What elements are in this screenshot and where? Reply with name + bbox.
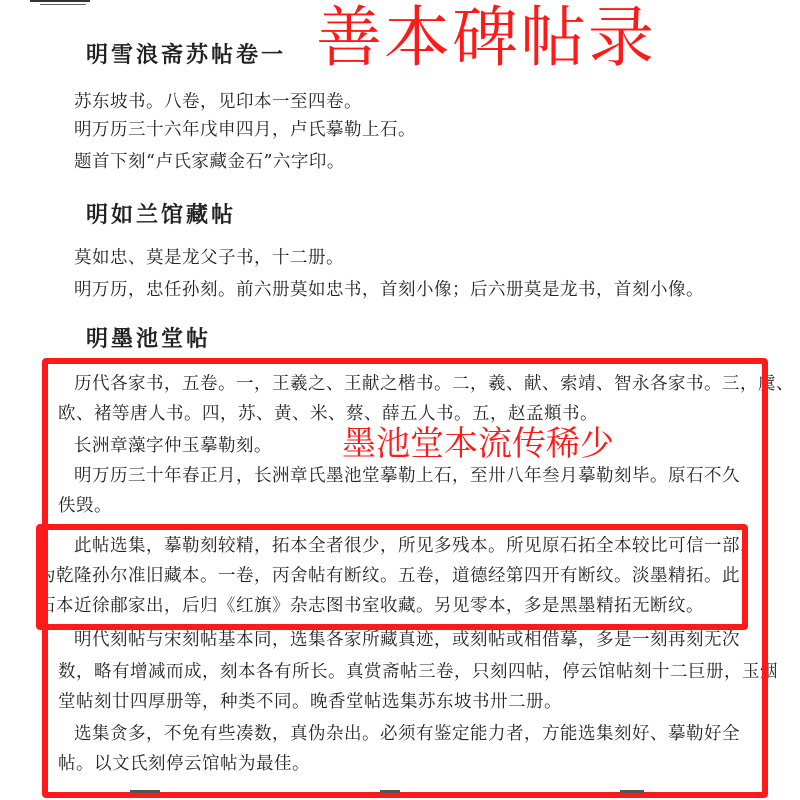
text-line: 选集贪多，不免有些凑数，真伪杂出。必须有鉴定能力者，方能选集刻好、摹勒好全 — [74, 724, 740, 744]
text-line: 长洲章藻字仲玉摹勒刻。 — [74, 436, 272, 456]
text-line: 题首下刻“卢氏家藏金石”六字印。 — [74, 152, 345, 172]
text-line: 苏东坡书。八卷，见印本一至四卷。 — [74, 92, 362, 112]
overlay-label: 墨池堂本流传稀少 — [342, 424, 614, 464]
text-line: 欧、褚等唐人书。四，苏、黄、米、蔡、薛五人书。五，赵孟頫书。 — [58, 404, 598, 424]
text-line: 此帖选集，摹勒刻较精，拓本全者很少，所见多残本。所见原石拓全本较比可信一部， — [74, 536, 758, 556]
text-line: 明万历，忠任孙刻。前六册莫如忠书，首刻小像；后六册莫是龙书，首刻小像。 — [74, 280, 704, 300]
text-line: 为乾隆孙尔准旧藏本。一卷，丙舍帖有断纹。五卷，道德经第四开有断纹。淡墨精拓。此 — [38, 566, 740, 586]
text-line: 明万历三十年春正月，长洲章氏墨池堂摹勒上石，至卅八年叁月摹勒刻毕。原石不久 — [74, 466, 740, 486]
text-line: 数，略有增减而成，刻本各有所长。真赏斋帖三卷，只刻四帖，停云馆帖刻十二巨册，玉烟 — [58, 662, 778, 682]
text-line: 明万历三十六年戊申四月，卢氏摹勒上石。 — [74, 120, 416, 140]
text-line: 石本近徐郙家出，后归《红旗》杂志图书室收藏。另见零本，多是黑墨精拓无断纹。 — [38, 596, 704, 616]
top-rule-thin — [40, 4, 86, 7]
section-heading: 明墨池堂帖 — [86, 326, 212, 352]
page-footer-marks — [0, 790, 800, 800]
section-heading: 明如兰馆藏帖 — [86, 202, 237, 228]
text-line: 莫如忠、莫是龙父子书，十二册。 — [74, 248, 344, 268]
text-line: 明代刻帖与宋刻帖基本同，选集各家所藏真迹，或刻帖或相借摹，多是一刻再刻无次 — [74, 630, 740, 650]
text-line: 佚毁。 — [58, 496, 112, 516]
text-line: 堂帖刻廿四厚册等，种类不同。晚香堂帖选集苏东坡书卅二册。 — [58, 692, 562, 712]
text-line: 历代各家书，五卷。一，王羲之、王献之楷书。二，羲、献、索靖、智永各家书。三，虞、 — [74, 374, 794, 394]
section-heading: 明雪浪斋苏帖卷一 — [86, 42, 287, 68]
overlay-title: 善本碑帖录 — [316, 0, 656, 76]
highlight-box-inner — [36, 524, 748, 630]
text-line: 帖。以文氏刻停云馆帖为最佳。 — [58, 754, 310, 774]
